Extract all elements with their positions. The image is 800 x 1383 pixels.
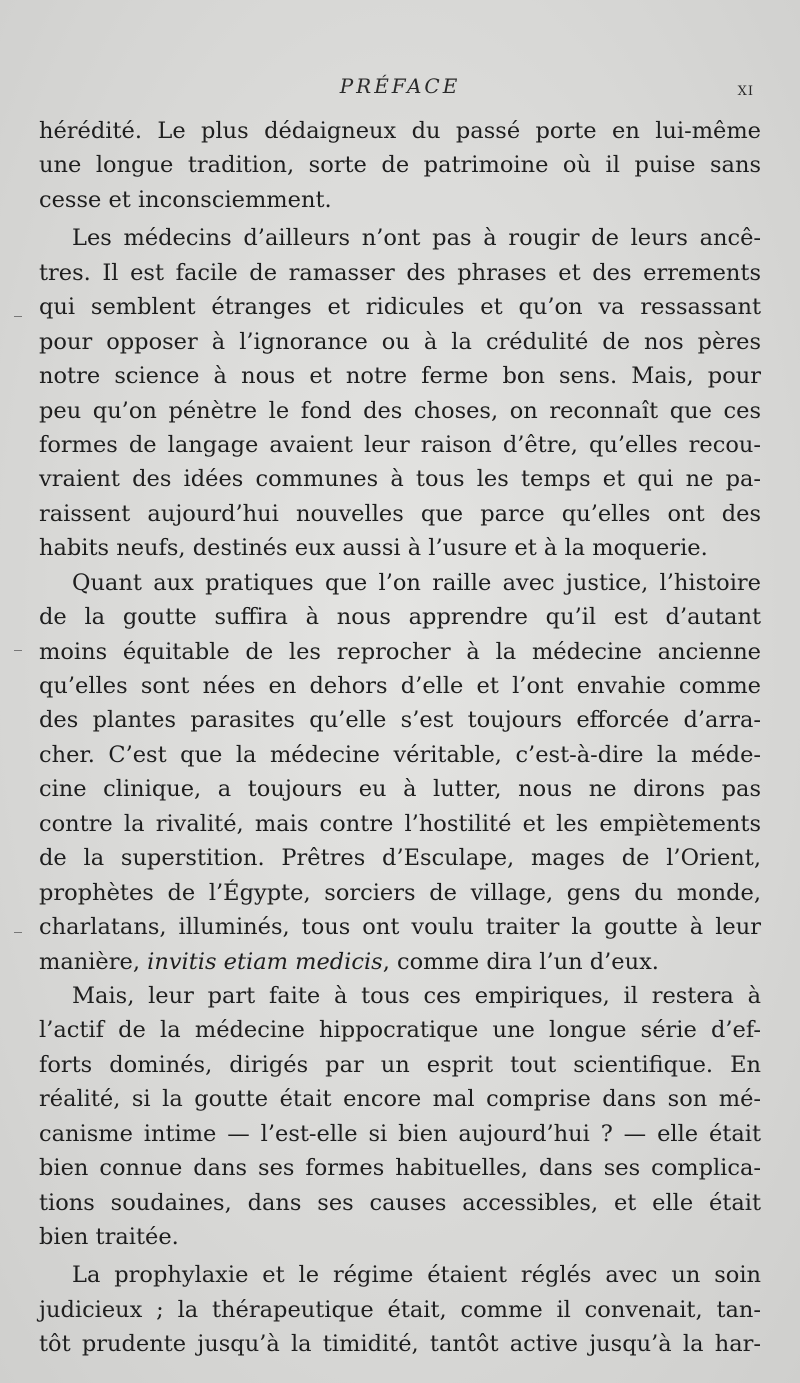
text-line: notre science à nous et notre ferme bon sens. Mais, pour xyxy=(39,363,761,390)
text-line: Quant aux pratiques que l’on raille avec justice, l’histoire xyxy=(72,569,761,596)
text-line: cine clinique, a toujours eu à lutter, nous ne dirons pas xyxy=(39,776,761,803)
running-title: PRÉFACE xyxy=(339,74,461,98)
text-line: Mais, leur part faite à tous ces empiriques, il restera à xyxy=(72,982,761,1009)
text-line: qu’elles sont nées en dehors d’elle et l’ont envahie comme xyxy=(39,673,761,699)
text-line: hérédité. Le plus dédaigneux du passé porte en lui-même xyxy=(39,118,761,144)
text-line xyxy=(39,945,761,979)
text-line: cesse et inconsciemment. xyxy=(39,186,332,213)
latin-quotation: invitis etiam medicis xyxy=(147,948,383,975)
paragraph xyxy=(39,114,761,217)
text-span: , comme dira l’un d’eux. xyxy=(382,948,659,975)
page-number: XI xyxy=(737,84,754,99)
text-line: vraient des idées communes à tous les temps et qui ne pa- xyxy=(39,466,761,493)
text-line: formes de langage avaient leur raison d’être, qu’elles recou- xyxy=(39,431,761,458)
text-line: forts dominés, dirigés par un esprit tout scientifique. En xyxy=(39,1051,761,1078)
text-line: pour opposer à l’ignorance ou à la crédulité de nos pères xyxy=(39,328,761,355)
text-line: prophètes de l’Égypte, sorciers de village, gens du monde, xyxy=(39,879,761,906)
text-span: manière, xyxy=(39,948,148,975)
paragraph xyxy=(39,221,761,565)
text-line: habits neufs, destinés eux aussi à l’usure et à la moquerie. xyxy=(39,535,708,562)
text-line: l’actif de la médecine hippocratique une longue série d’ef- xyxy=(39,1017,761,1044)
text-line: moins équitable de les reprocher à la médecine ancienne xyxy=(39,638,761,665)
text-line: qui semblent étranges et ridicules et qu’on va ressassant xyxy=(39,294,761,321)
text-line: tions soudaines, dans ses causes accessibles, et elle était xyxy=(39,1189,761,1216)
text-line: tres. Il est facile de ramasser des phrases et des errements xyxy=(39,259,761,286)
text-line: de la goutte suffira à nous apprendre qu’il est d’autant xyxy=(39,604,761,631)
running-header xyxy=(0,74,800,104)
margin-mark xyxy=(14,650,22,651)
text-line: tôt prudente jusqu’à la timidité, tantôt active jusqu’à la har- xyxy=(39,1331,761,1358)
text-line: une longue tradition, sorte de patrimoine où il puise sans xyxy=(39,152,761,179)
text-line: contre la rivalité, mais contre l’hostilité et les empiètements xyxy=(39,810,761,837)
text-line: Les médecins d’ailleurs n’ont pas à rougir de leurs ancê- xyxy=(72,225,761,252)
text-line: canisme intime — l’est-elle si bien aujourd’hui ? — elle était xyxy=(39,1120,761,1147)
text-line: cher. C’est que la médecine véritable, c’est-à-dire la méde- xyxy=(39,741,761,768)
paragraph xyxy=(39,1258,761,1361)
body-text xyxy=(39,114,761,1362)
text-line: réalité, si la goutte était encore mal comprise dans son mé- xyxy=(39,1086,761,1113)
text-line: peu qu’on pénètre le fond des choses, on reconnaît que ces xyxy=(39,397,761,424)
paragraph xyxy=(39,979,761,1255)
text-line: bien connue dans ses formes habituelles, dans ses complica- xyxy=(39,1155,761,1182)
text-line: La prophylaxie et le régime étaient réglés avec un soin xyxy=(72,1262,761,1289)
margin-mark xyxy=(14,932,22,933)
text-line: des plantes parasites qu’elle s’est toujours efforcée d’arra- xyxy=(39,707,761,734)
text-line: de la superstition. Prêtres d’Esculape, mages de l’Orient, xyxy=(39,845,761,872)
text-line: raissent aujourd’hui nouvelles que parce qu’elles ont des xyxy=(39,500,761,527)
text-line: charlatans, illuminés, tous ont voulu traiter la goutte à leur xyxy=(39,914,761,941)
paragraph xyxy=(39,566,761,979)
margin-mark xyxy=(14,316,22,317)
text-line: bien traitée. xyxy=(39,1224,179,1250)
text-line: judicieux ; la thérapeutique était, comme il convenait, tan- xyxy=(39,1296,761,1323)
